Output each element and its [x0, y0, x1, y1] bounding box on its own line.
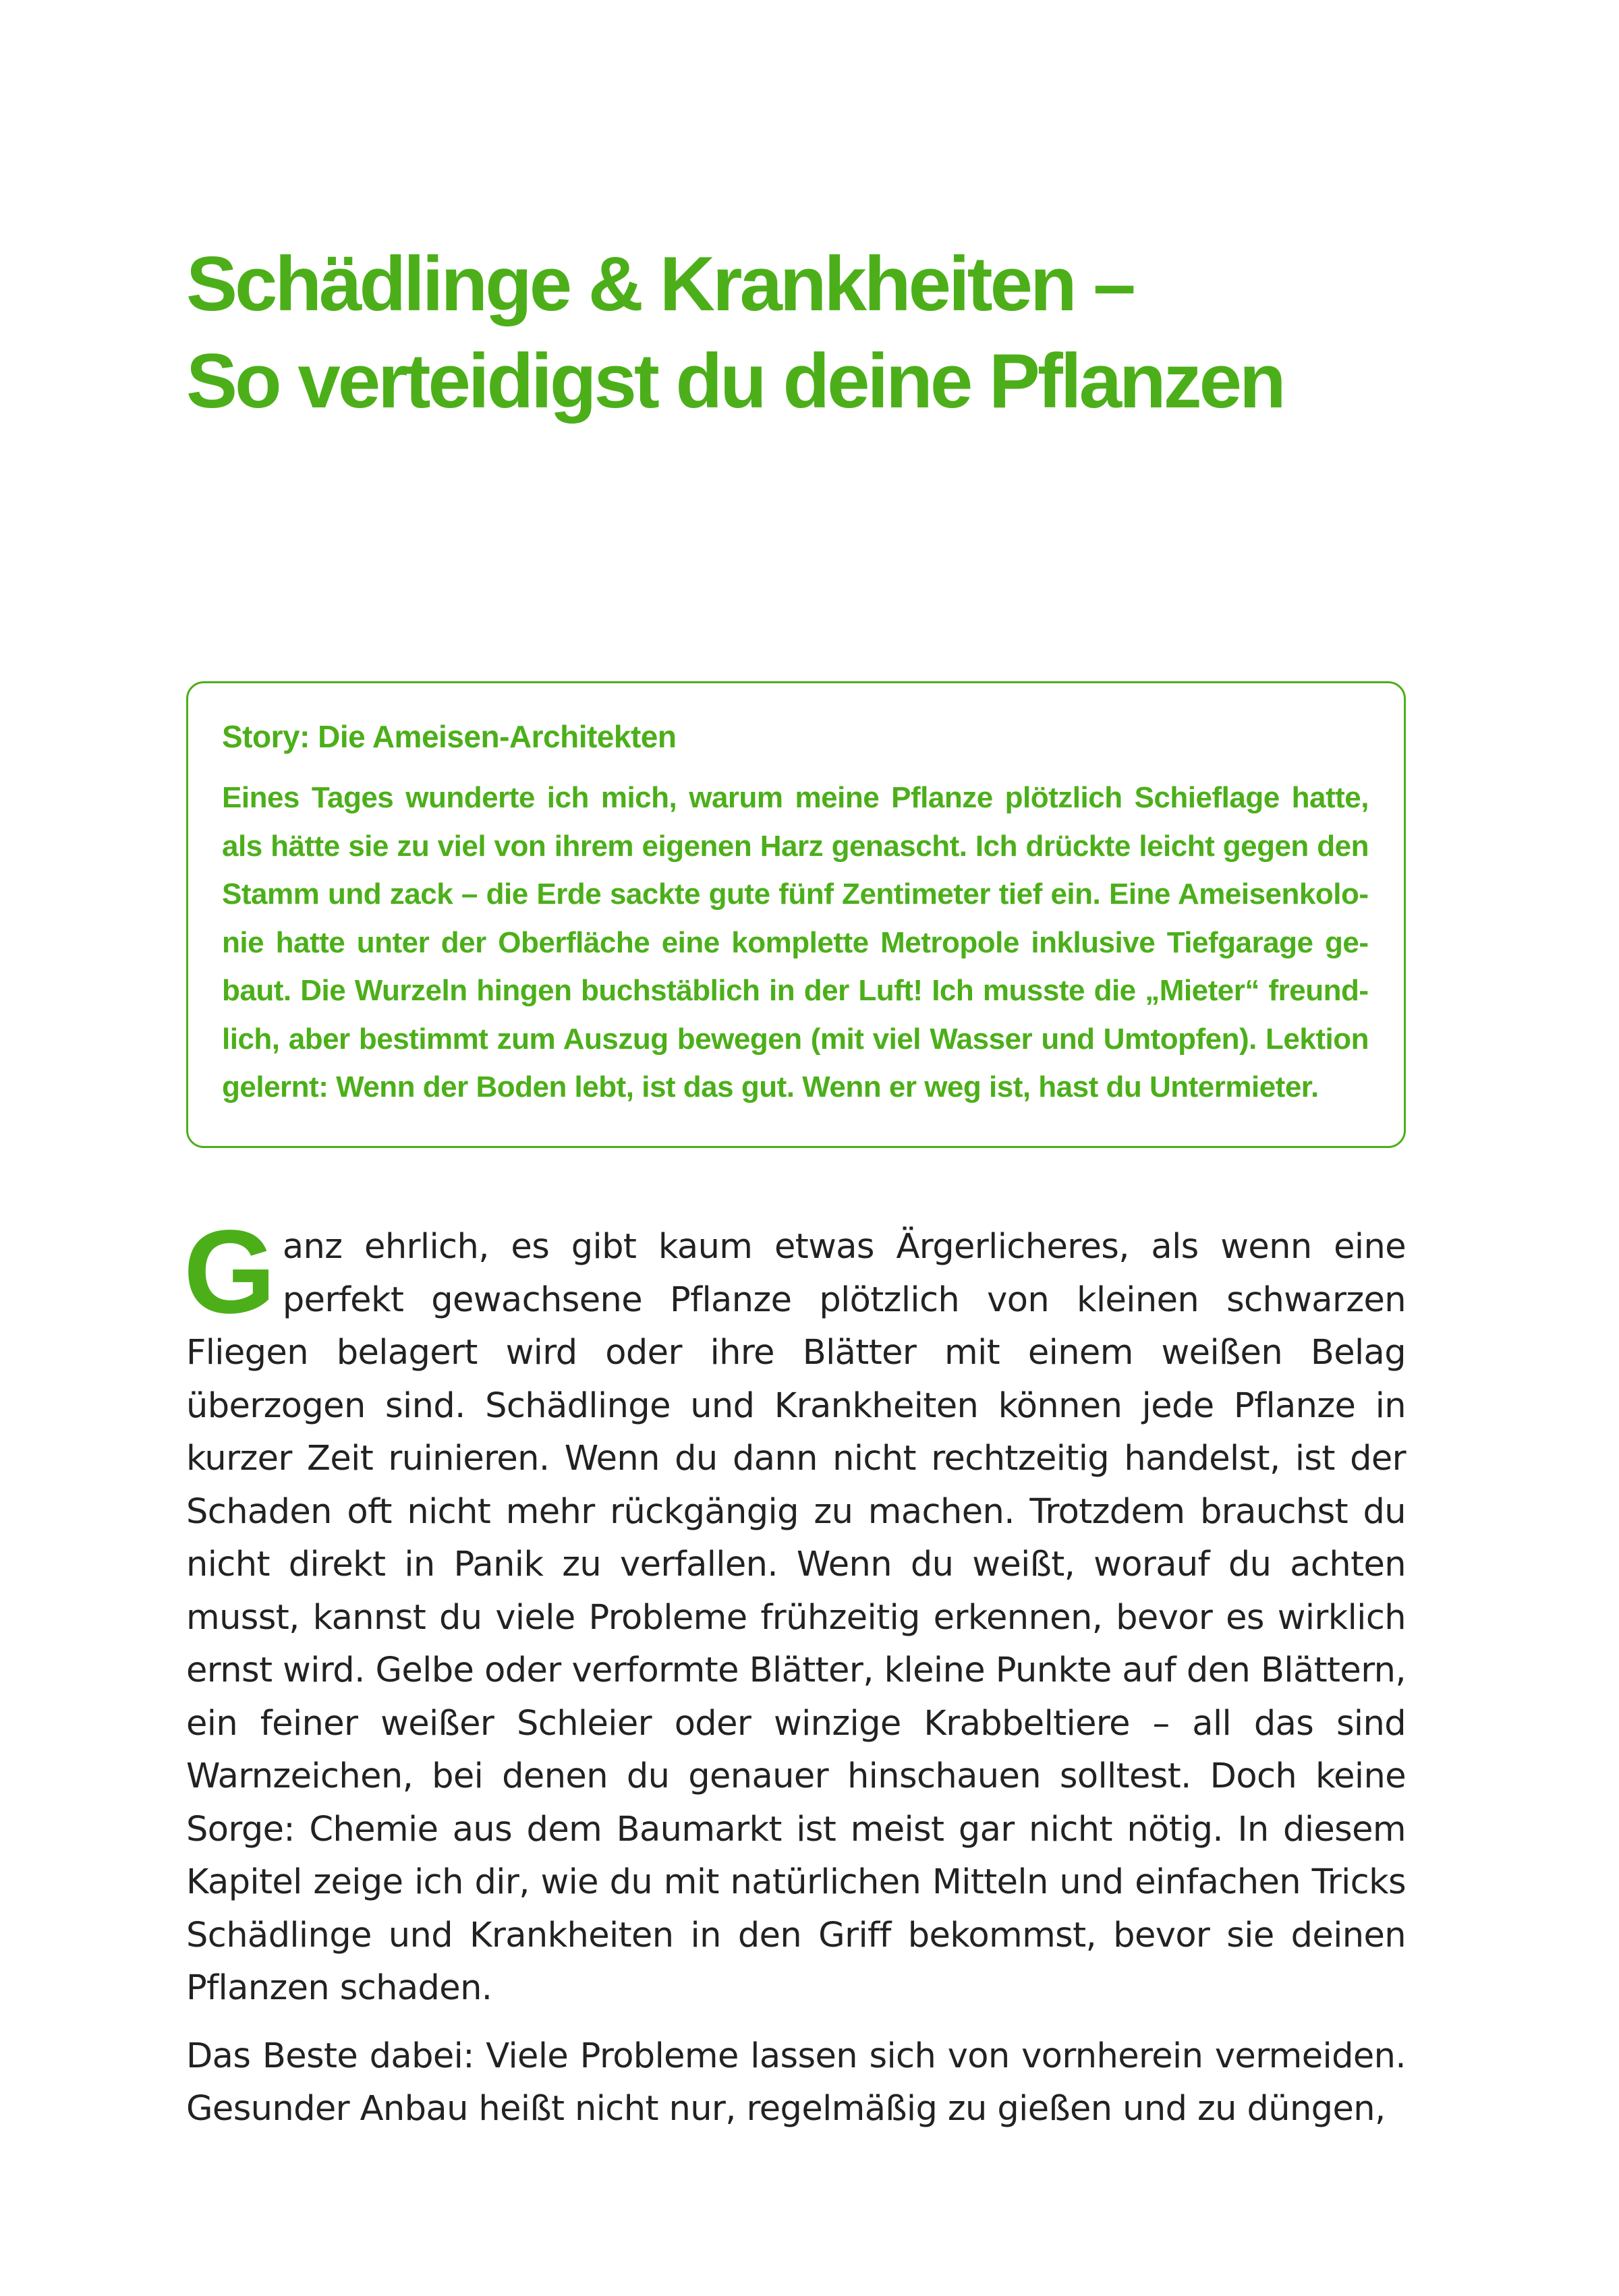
chapter-title — [186, 236, 1468, 430]
chapter-title-line-1: Schädlinge & Krankheiten – — [186, 241, 1133, 327]
story-text: Eines Tages wunderte ich mich, warum meine Pflanze plötzlich Schieflage hatte, als hätte sie zu viel von ihrem eigenen Harz genascht. Ich drückte leicht gegen den Stamm und zack – die Erde sackte gute fünf Zentimeter tief ein. Eine Ameisenkolonie hatte unter der Oberfläche eine komplette Metropole inklusive Tiefgarage gebaut. Die Wurzeln hingen buchstäblich in der Luft! Ich musste die „Mieter“ freundlich, aber bestimmt zum Auszug bewegen (mit viel Wasser und Umtopfen). Lektion gelernt: Wenn der Boden lebt, ist das gut. Wenn er weg ist, hast du Untermieter. — [222, 781, 1369, 1103]
drop-cap: G — [183, 1206, 276, 1338]
body-paragraph-1-text: anz ehrlich, es gibt kaum etwas Ärgerlicheres, als wenn eine perfekt gewachsene Pflanze plötzlich von kleinen schwarzen Fliegen belagert wird oder ihre Blätter mit einem weißen Belag überzogen sind. Schädlinge und Krankheiten können jede Pflanze in kurzer Zeit ruinieren. Wenn du dann nicht rechtzeitig handelst, ist der Schaden oft nicht mehr rückgängig zu machen. Trotzdem brauchst du nicht direkt in Panik zu verfallen. Wenn du weißt, worauf du achten musst, kannst du viele Probleme frühzeitig erkennen, bevor es wirklich ernst wird. Gelbe oder verformte Blätter, kleine Punkte auf den Blättern, ein feiner weißer Schleier oder winzige Krabbeltiere – all das sind Warnzeichen, bei denen du genauer hinschauen solltest. Doch keine Sorge: Chemie aus dem Baumarkt ist meist gar nicht nötig. In diesem Kapitel zeige ich dir, wie du mit natürlichen Mitteln und einfachen Tricks Schädlinge und Krankheiten in den Griff bekommst, bevor sie deinen Pflanzen schaden. — [186, 1227, 1406, 2008]
body-paragraph-2: Das Beste dabei: Viele Probleme lassen sich von vornherein vermeiden. Gesunder Anbau heißt nicht nur, regelmäßig zu gießen und zu düngen, — [186, 2036, 1406, 2129]
chapter-title-line-2: So verteidigst du deine Pflanzen — [186, 339, 1284, 424]
body-text — [183, 1206, 1406, 2136]
story-box — [186, 681, 1406, 1148]
story-heading: Story: Die Ameisen-Architekten — [222, 719, 677, 754]
body-paragraph-1 — [183, 1206, 1406, 2015]
